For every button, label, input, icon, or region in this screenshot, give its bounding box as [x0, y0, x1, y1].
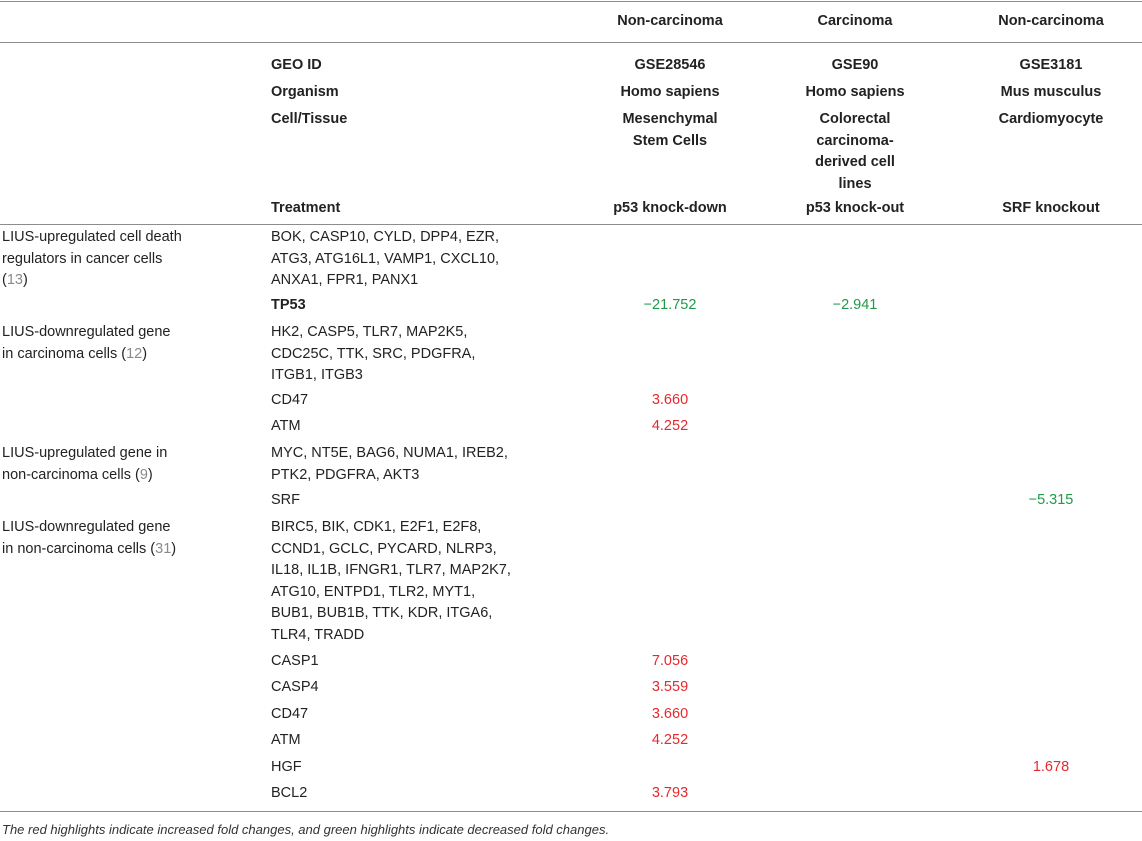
- group-label: LIUS-downregulated gene in carcinoma cells (12): [2, 324, 171, 362]
- geo-id-3: GSE3181: [1019, 57, 1083, 73]
- fold-change-value: 3.793: [651, 785, 689, 801]
- column-category-3: Non-carcinoma: [998, 13, 1104, 29]
- fold-change-value: 4.252: [651, 732, 689, 748]
- organism-1: Homo sapiens: [620, 84, 720, 100]
- group-label: LIUS-downregulated gene in non-carcinoma cells (31): [2, 519, 177, 557]
- gene-list: BIRC5, BIK, CDK1, E2F1, E2F8, CCND1, GCLC, PYCARD, NLRP3, IL18, IL1B, IFNGR1, TLR7, MAP2K7, ATG10, ENTPD1, TLR2, MYT1, BUB1, BUB1B, TTK, KDR, ITGA6, TLR4, TRADD: [271, 519, 511, 643]
- tissue-2: [760, 109, 950, 195]
- treatment-1: p53 knock-down: [613, 200, 727, 216]
- column-category-2: Carcinoma: [817, 13, 893, 29]
- reference-number[interactable]: 13: [6, 272, 23, 288]
- fold-change-value: 3.660: [651, 392, 689, 408]
- fold-change-value: 3.660: [651, 706, 689, 722]
- tissue-line: Mesenchymal: [622, 111, 718, 127]
- gene-name: TP53: [271, 297, 306, 313]
- gene-name: BCL2: [271, 785, 308, 801]
- fold-change-value: 7.056: [651, 653, 689, 669]
- gene-list: HK2, CASP5, TLR7, MAP2K5, CDC25C, TTK, SRC, PDGFRA, ITGB1, ITGB3: [271, 324, 476, 383]
- bottom-rule: [0, 811, 1142, 812]
- gene-name: ATM: [271, 418, 301, 434]
- fold-change-value: −21.752: [643, 297, 697, 313]
- reference-number[interactable]: 31: [155, 540, 172, 557]
- body-rule: [0, 224, 1142, 225]
- fold-change-value: −5.315: [1028, 492, 1074, 508]
- gene-list: BOK, CASP10, CYLD, DPP4, EZR, ATG3, ATG16L1, VAMP1, CXCL10, ANXA1, FPR1, PANX1: [271, 229, 500, 288]
- gene-name: HGF: [271, 759, 302, 775]
- tissue-line: Colorectal: [819, 111, 891, 127]
- header-rule: [0, 42, 1142, 43]
- tissue-line: derived cell: [815, 154, 895, 170]
- organism-2: Homo sapiens: [805, 84, 905, 100]
- gene-name: CD47: [271, 706, 309, 722]
- geo-id-1: GSE28546: [634, 57, 706, 73]
- gene-name: CASP4: [271, 679, 319, 695]
- tissue-1: [560, 109, 780, 152]
- gene-name: SRF: [271, 492, 300, 508]
- fold-change-value: 3.559: [651, 679, 689, 695]
- tissue-line: lines: [838, 175, 872, 192]
- row-header-tissue: Cell/Tissue: [271, 111, 348, 127]
- group-label: LIUS-upregulated gene in non-carcinoma cells (9): [2, 445, 168, 483]
- tissue-line: carcinoma-: [816, 132, 894, 149]
- gene-name: CD47: [271, 392, 309, 408]
- gene-name: ATM: [271, 732, 301, 748]
- group-label: LIUS-upregulated cell death regulators in cancer cells (13): [2, 229, 182, 288]
- gene-name: CASP1: [271, 653, 319, 669]
- gene-list: MYC, NT5E, BAG6, NUMA1, IREB2, PTK2, PDGFRA, AKT3: [271, 445, 508, 483]
- geo-id-2: GSE90: [831, 57, 879, 73]
- fold-change-value: 1.678: [1032, 759, 1070, 775]
- reference-number[interactable]: 9: [139, 466, 148, 483]
- organism-3: Mus musculus: [1000, 84, 1102, 100]
- table-footnote: The red highlights indicate increased fold changes, and green highlights indicate decreased fold changes.: [2, 822, 610, 837]
- treatment-3: SRF knockout: [1002, 200, 1100, 216]
- row-header-geo-id: GEO ID: [271, 57, 322, 73]
- row-header-treatment: Treatment: [271, 200, 341, 216]
- top-rule: [0, 1, 1142, 2]
- treatment-2: p53 knock-out: [805, 200, 905, 216]
- column-category-1: Non-carcinoma: [617, 13, 723, 29]
- fold-change-value: 4.252: [651, 418, 689, 434]
- fold-change-value: −2.941: [832, 297, 878, 313]
- row-header-organism: Organism: [271, 84, 339, 100]
- tissue-3: Cardiomyocyte: [998, 111, 1104, 127]
- reference-number[interactable]: 12: [126, 345, 143, 362]
- tissue-line: Stem Cells: [632, 132, 708, 149]
